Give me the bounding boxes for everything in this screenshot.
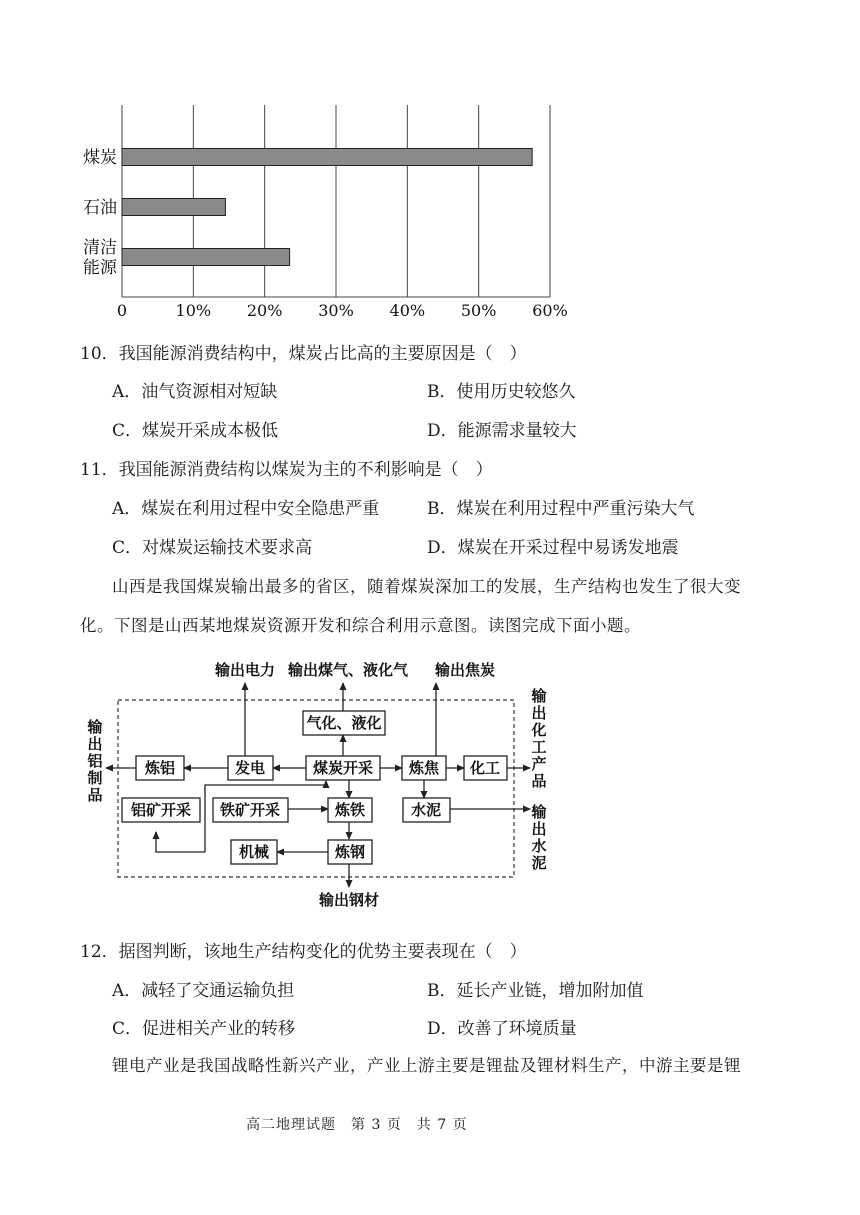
box-aluminum-smelt-label: 炼铝 [144, 759, 176, 777]
question-12-option-c: C．促进相关产业的转移 [112, 1019, 296, 1039]
box-iron-smelt-label: 炼铁 [334, 801, 366, 819]
question-12-option-b: B．延长产业链，增加附加值 [427, 981, 644, 1001]
passage-line-1: 山西是我国煤炭输出最多的省区，随着煤炭深加工的发展，生产结构也发生了很大变 [112, 577, 741, 596]
page-footer: 高二地理试题 第 3 页 共 7 页 [246, 1117, 468, 1133]
question-11-option-c: C．对煤炭运输技术要求高 [112, 538, 313, 558]
question-12-stem: 12．据图判断，该地生产结构变化的优势主要表现在（ ） [80, 942, 527, 962]
passage-line-3: 锂电产业是我国战略性新兴产业，产业上游主要是锂盐及锂材料生产，中游主要是锂 [112, 1056, 741, 1075]
question-10-stem: 10．我国能源消费结构中，煤炭占比高的主要原因是（ ） [80, 344, 527, 364]
box-coking-label: 炼焦 [408, 759, 440, 777]
tick-label: 60% [532, 301, 568, 320]
question-10-option-d: D．能源需求量较大 [427, 421, 577, 441]
category-label: 清洁 [83, 238, 117, 258]
box-coking [402, 756, 446, 780]
box-iron-ore [213, 798, 288, 822]
question-11-option-b: B．煤炭在利用过程中严重污染大气 [427, 499, 695, 519]
question-11-option-a: A．煤炭在利用过程中安全隐患严重 [112, 499, 380, 519]
tick-label: 30% [318, 301, 354, 320]
output-coke: 输出焦炭 [434, 661, 496, 679]
output-cement: 输出水泥 [531, 803, 547, 872]
tick-label: 20% [246, 301, 283, 320]
box-iron-smelt [328, 798, 372, 822]
box-aluminum-smelt [136, 756, 184, 780]
box-iron-ore-label: 铁矿开采 [219, 801, 281, 819]
box-bauxite-label: 铝矿开采 [130, 801, 192, 819]
output-chem-products: 输出化工产品 [531, 687, 547, 790]
question-12-option-d: D．改善了环境质量 [427, 1019, 577, 1039]
coal-utilization-diagram [80, 655, 560, 915]
box-gasify-label: 气化、液化 [306, 714, 382, 732]
tick-label: 0 [116, 301, 128, 320]
box-chemical [464, 756, 507, 780]
output-steel: 输出钢材 [318, 891, 380, 909]
box-power-label: 发电 [234, 759, 266, 777]
box-gasify [303, 711, 385, 735]
category-label: 能源 [83, 258, 117, 278]
question-12-option-a: A．减轻了交通运输负担 [112, 981, 295, 1001]
bar-2 [122, 249, 290, 266]
box-cement [403, 798, 450, 822]
box-coal-mining-label: 煤炭开采 [312, 759, 374, 777]
question-11-stem: 11．我国能源消费结构以煤炭为主的不利影响是（ ） [80, 460, 493, 480]
energy-bar-chart [70, 100, 590, 325]
box-steel-smelt [328, 840, 372, 864]
output-gas: 输出煤气、液化气 [287, 661, 409, 679]
box-cement-label: 水泥 [410, 801, 442, 819]
output-aluminum-products: 输出铝制品 [87, 718, 103, 804]
tick-label: 10% [175, 301, 212, 320]
tick-label: 50% [460, 301, 497, 320]
box-chemical-label: 化工 [469, 759, 501, 777]
box-power [228, 756, 273, 780]
box-coal-mining [306, 756, 380, 780]
category-label: 石油 [83, 198, 117, 218]
bar-1 [122, 199, 225, 216]
question-10-option-b: B．使用历史较悠久 [427, 382, 576, 402]
output-electricity: 输出电力 [214, 661, 276, 679]
box-machinery [231, 840, 277, 864]
question-10-option-a: A．油气资源相对短缺 [112, 382, 278, 402]
box-steel-smelt-label: 炼钢 [334, 843, 366, 861]
box-machinery-label: 机械 [238, 843, 270, 861]
bar-0 [122, 149, 532, 166]
question-11-option-d: D．煤炭在开采过程中易诱发地震 [427, 538, 679, 558]
passage-line-2: 化。下图是山西某地煤炭资源开发和综合利用示意图。读图完成下面小题。 [80, 616, 641, 635]
question-10-option-c: C．煤炭开采成本极低 [112, 421, 279, 441]
box-bauxite [122, 798, 200, 822]
tick-label: 40% [389, 301, 426, 320]
category-label: 煤炭 [83, 148, 117, 168]
